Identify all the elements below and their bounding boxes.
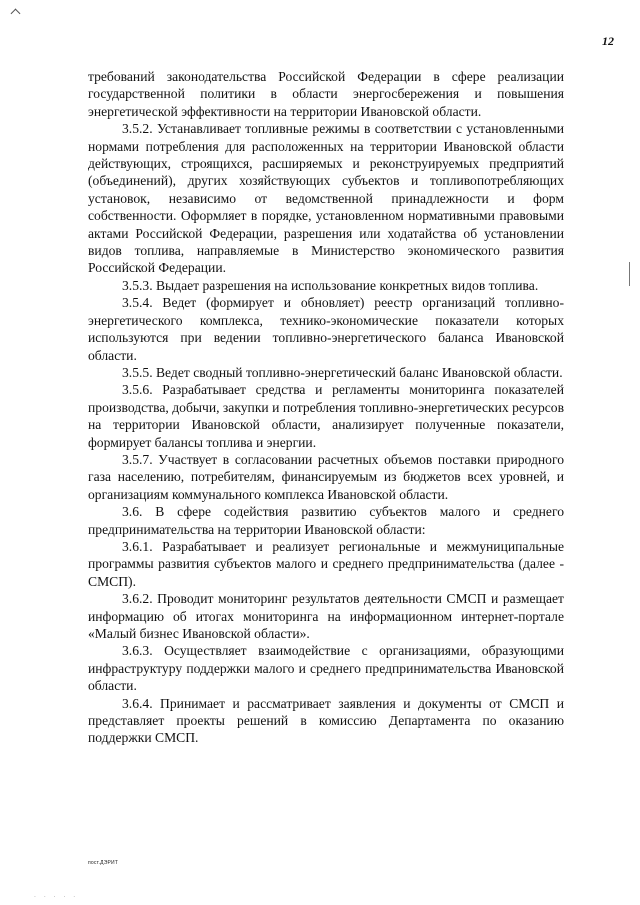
paragraph-3-5-5: 3.5.5. Ведет сводный топливно-энергетический баланс Ивановской области. <box>122 364 563 380</box>
paragraph-3-6-2: 3.6.2. Проводит мониторинг результатов деятельности СМСП и размещает информацию об итогах мониторинга на информационном интернет-портале «Малый бизнес Ивановской области». <box>88 591 564 641</box>
paragraph-3-5-3: 3.5.3. Выдает разрешения на использование конкретных видов топлива. <box>122 277 539 293</box>
paragraph-3-6-1: 3.6.1. Разрабатывает и реализует региональные и межмуниципальные программы развития субъектов малого и среднего предпринимательства (далее - СМСП). <box>88 538 564 589</box>
scan-edge-mark <box>629 262 630 286</box>
paragraph-3-6-4: 3.6.4. Принимает и рассматривает заявления и документы от СМСП и представляет проекты решений в комиссию Департамента по оказанию поддержки СМСП. <box>88 695 564 746</box>
footer-code: пост.ДЭРИТ <box>88 860 119 866</box>
document-body <box>88 68 564 747</box>
paragraph-3-5-6: 3.5.6. Разрабатывает средства и регламенты мониторинга показателей производства, добычи, закупки и потребления топливно-энергетических ресурсов на территории Ивановской области, анализирует полученные показатели, формирует балансы топлива и энергии. <box>88 382 564 450</box>
page-number: 12 <box>602 34 614 48</box>
scan-artifact: · · · · · <box>34 894 79 901</box>
paragraph-3-6: 3.6. В сфере содействия развитию субъектов малого и среднего предпринимательства на территории Ивановской области: <box>88 504 564 537</box>
corner-mark <box>11 9 21 19</box>
paragraph-3-6-3: 3.6.3. Осуществляет взаимодействие с организациями, образующими инфраструктуру поддержки малого и среднего предпринимательства Ивановской области. <box>88 643 564 694</box>
paragraph-continuation: требований законодательства Российской Федерации в сфере реализации государственной политики в области энергосбережения и повышения энергетической эффективности на территории Ивановской области. <box>88 69 564 119</box>
paragraph-3-5-4: 3.5.4. Ведет (формирует и обновляет) реестр организаций топливно-энергетического комплекса, технико-экономические показатели которых используются при ведении топливно-энергетического баланса Ивановской области. <box>88 295 564 363</box>
paragraph-3-5-7: 3.5.7. Участвует в согласовании расчетных объемов поставки природного газа населению, потребителям, финансируемым из бюджетов всех уровней, и организациям коммунального комплекса Ивановской области. <box>88 451 564 502</box>
paragraph-3-5-2: 3.5.2. Устанавливает топливные режимы в соответствии с установленными нормами потребления для расположенных на территории Ивановской области действующих, строящихся, расширяемых и реконструируемых предприятий (объединений), других хозяйствующих субъектов и топливопотребляющих установок, независимо от ведомственной принадлежности и форм собственности. Оформляет в порядке, установленном нормативными правовыми актами Российской Федерации, разрешения или ходатайства об установлении видов топлива, направляемые в Министерство экономического развития Российской Федерации. <box>88 121 564 276</box>
